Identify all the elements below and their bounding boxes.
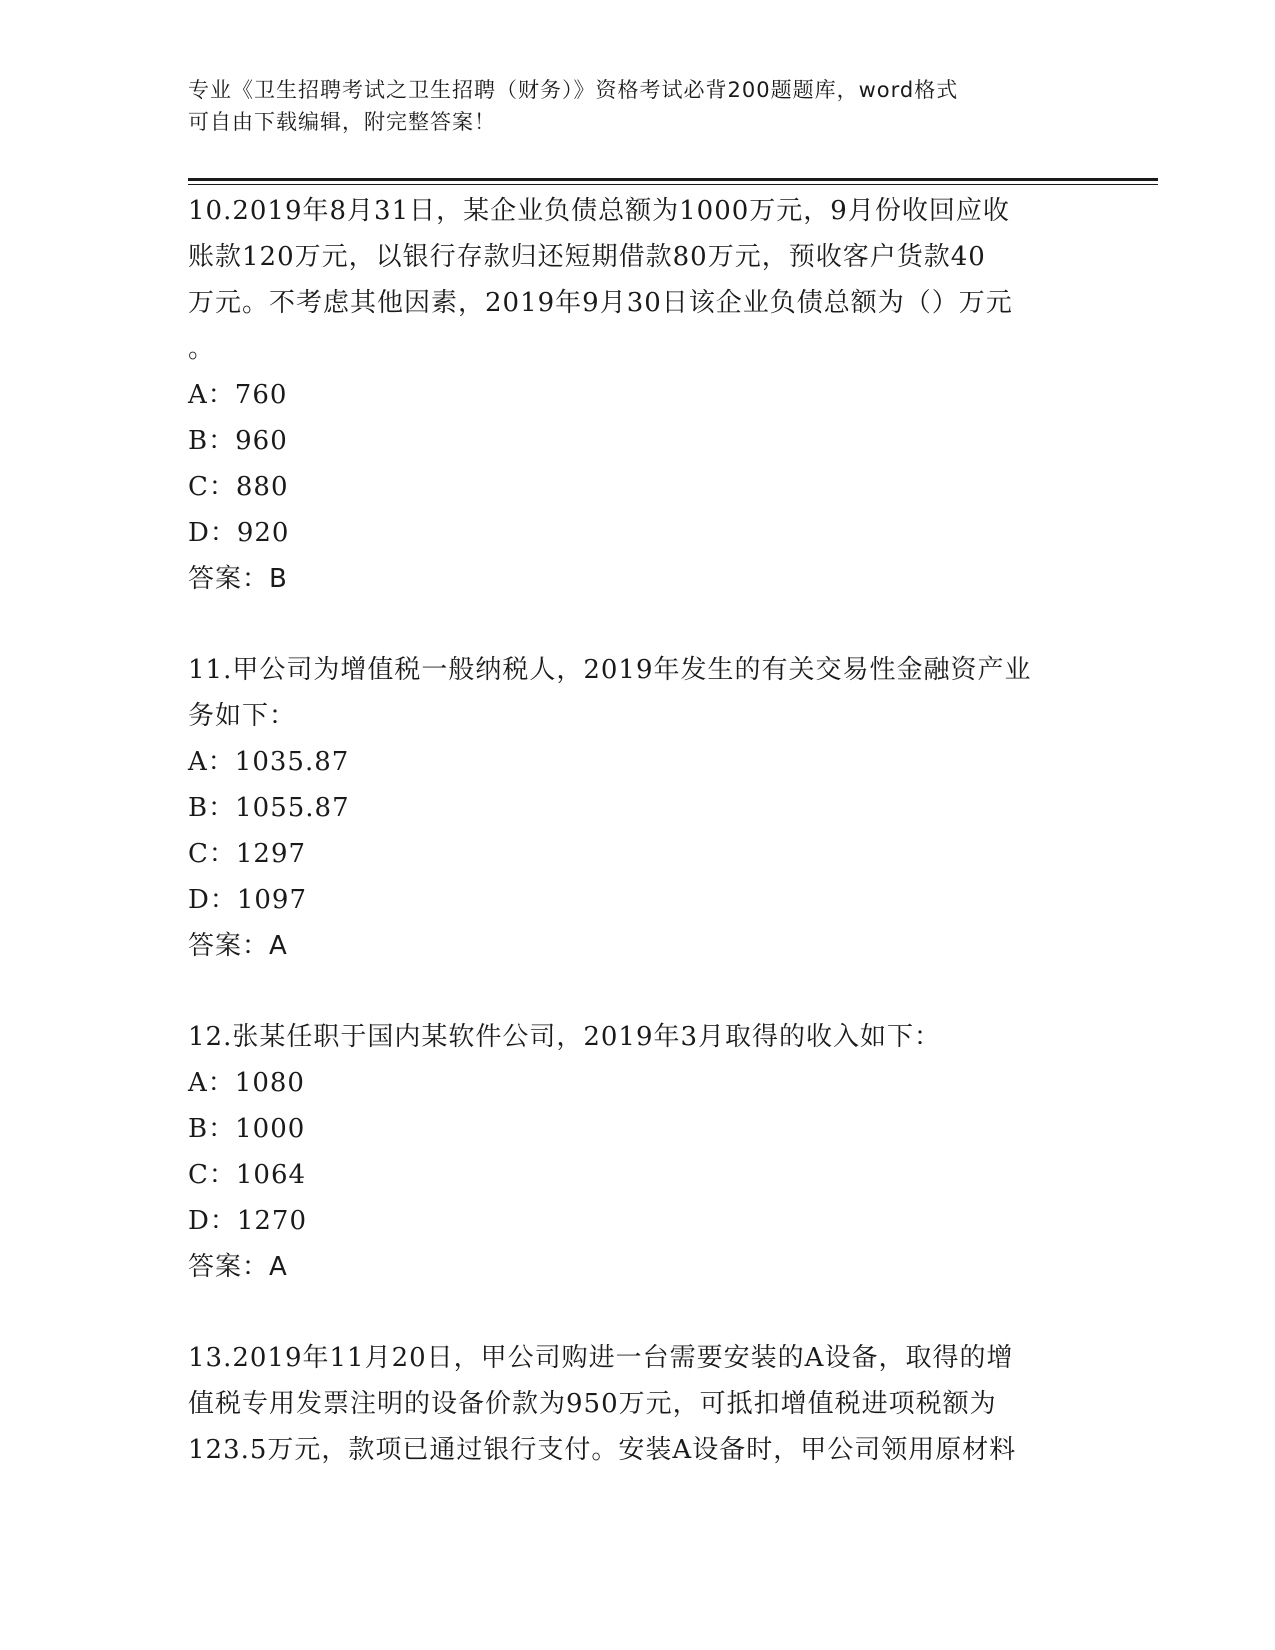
question-spacer xyxy=(188,602,1088,647)
question-text-line: 值税专用发票注明的设备价款为950万元，可抵扣增值税进项税额为 xyxy=(188,1389,997,1419)
header-divider-thick xyxy=(188,178,1158,181)
question-text-line: 10.2019年8月31日，某企业负债总额为1000万元，9月份收回应收 xyxy=(188,196,1010,226)
option-d: D：1270 xyxy=(188,1206,308,1236)
question-text-line: 11.甲公司为增值税一般纳税人，2019年发生的有关交易性金融资产业 xyxy=(188,655,1032,685)
option-b: B：1000 xyxy=(188,1114,306,1144)
question-block xyxy=(188,1335,1088,1473)
question-text-line: 账款120万元，以银行存款归还短期借款80万元，预收客户货款40 xyxy=(188,242,986,272)
option-c: C：880 xyxy=(188,472,289,502)
question-text-line: 123.5万元，款项已通过银行支付。安装A设备时，甲公司领用原材料 xyxy=(188,1435,1017,1465)
answer-line: 答案：A xyxy=(188,931,288,961)
option-a: A：1035.87 xyxy=(188,747,350,777)
header-line-1: 专业《卫生招聘考试之卫生招聘（财务）》资格考试必背200题题库，word格式 xyxy=(188,78,959,102)
document-header xyxy=(188,74,1088,138)
question-text-line: 务如下： xyxy=(188,701,297,731)
question-text-line: 万元。不考虑其他因素，2019年9月30日该企业负债总额为（）万元 xyxy=(188,288,1013,318)
question-text-line: 13.2019年11月20日，甲公司购进一台需要安装的A设备，取得的增 xyxy=(188,1343,1014,1373)
option-d: D：1097 xyxy=(188,885,308,915)
question-text-line: 12.张某任职于国内某软件公司，2019年3月取得的收入如下： xyxy=(188,1022,942,1052)
answer-line: 答案：B xyxy=(188,564,288,594)
answer-line: 答案：A xyxy=(188,1252,288,1282)
question-spacer xyxy=(188,969,1088,1014)
question-block xyxy=(188,188,1088,602)
question-block xyxy=(188,1014,1088,1290)
question-block xyxy=(188,647,1088,969)
option-a: A：1080 xyxy=(188,1068,305,1098)
question-list xyxy=(188,188,1088,1473)
question-spacer xyxy=(188,1290,1088,1335)
option-d: D：920 xyxy=(188,518,290,548)
option-c: C：1064 xyxy=(188,1160,307,1190)
header-line-2: 可自由下载编辑，附完整答案！ xyxy=(188,110,496,134)
header-divider-thin xyxy=(188,184,1158,185)
option-c: C：1297 xyxy=(188,839,307,869)
question-text-line: 。 xyxy=(188,334,216,364)
option-b: B：960 xyxy=(188,426,288,456)
option-a: A：760 xyxy=(188,380,288,410)
option-b: B：1055.87 xyxy=(188,793,350,823)
